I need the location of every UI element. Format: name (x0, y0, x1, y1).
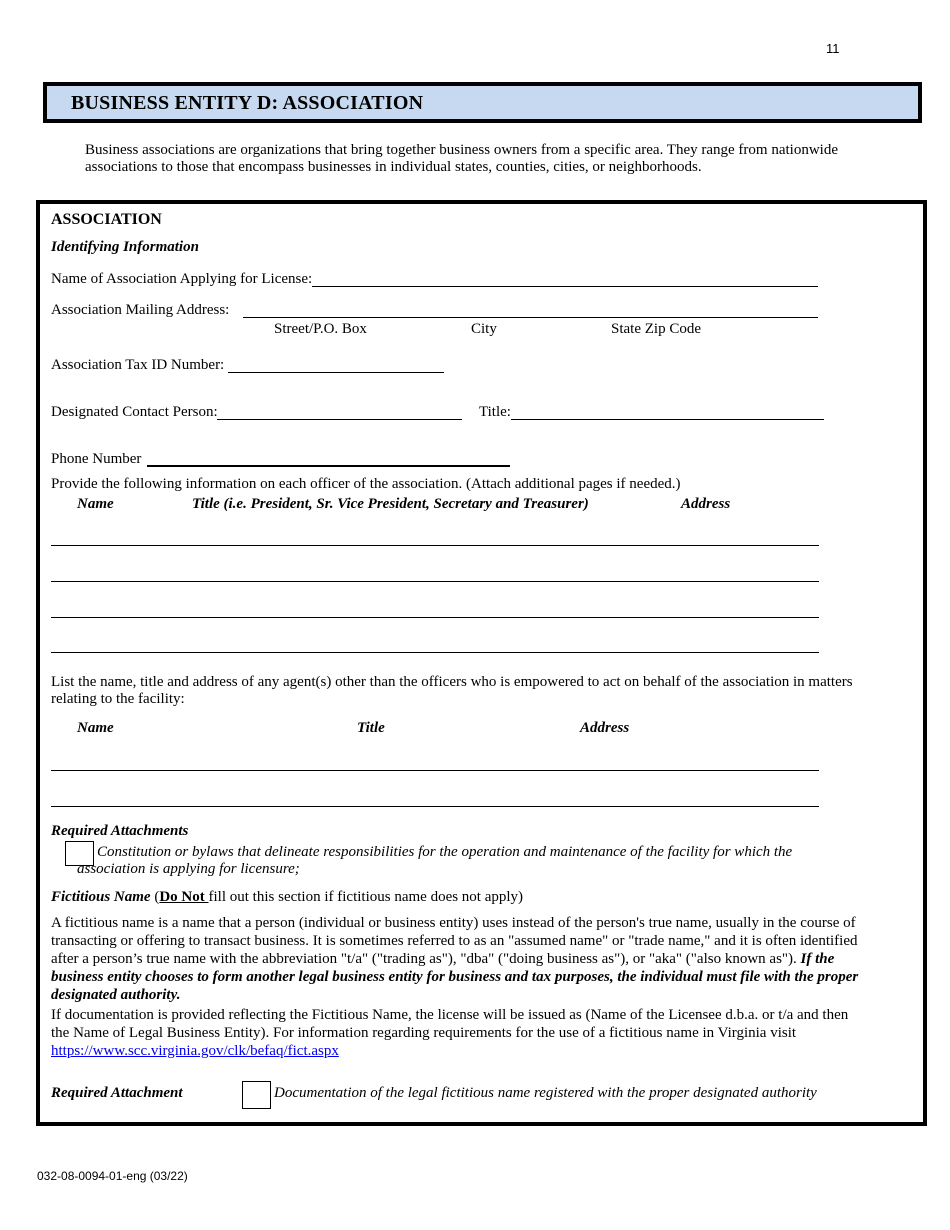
fictitious-paren: ( (150, 889, 160, 905)
contact-person-field[interactable] (217, 419, 462, 420)
mailing-address-label: Association Mailing Address: (51, 302, 230, 318)
intro-paragraph: Business associations are organizations that bring together business owners from a specific area. They range from nationwide associations to those that encompass businesses in individual states, counties, cities, or neighborhoods. (85, 142, 838, 175)
officers-col-name: Name (77, 496, 114, 512)
documentation-paragraph (51, 1006, 863, 1060)
section-title: ASSOCIATION (51, 211, 162, 228)
agents-instruction: List the name, title and address of any agent(s) other than the officers who is empowered to act on behalf of the association in matters relating to the facility: (51, 674, 853, 707)
section-header-bar (43, 82, 922, 123)
city-caption: City (471, 321, 497, 337)
fictitious-name-label: Fictitious Name (51, 889, 151, 905)
tax-id-field[interactable] (228, 372, 444, 373)
required-attachments-label: Required Attachments (51, 823, 189, 839)
contact-title-field[interactable] (511, 419, 824, 420)
officers-col-address: Address (681, 496, 731, 512)
required-attachment-label: Required Attachment (51, 1085, 183, 1101)
association-name-field[interactable] (312, 286, 818, 287)
contact-title-label: Title: (479, 404, 511, 420)
fictitious-paragraph-text: A fictitious name is a name that a person (individual or business entity) uses instead of the person's true name, usually in the course of transacting or offering to transact business. It is sometimes referred to as an "assumed name" or "trade name," and it is often identified after a person’s true name with the abbreviation "t/a" ("trading as"), "dba" ("doing business as"), or "aka" ("also known as"). (51, 915, 858, 967)
street-caption: Street/P.O. Box (274, 321, 367, 337)
page-title: BUSINESS ENTITY D: ASSOCIATION (71, 92, 424, 114)
page-number: 11 (826, 41, 840, 56)
do-not-text: Do Not (159, 889, 209, 905)
contact-person-label: Designated Contact Person: (51, 404, 218, 420)
officers-instruction: Provide the following information on each officer of the association. (Attach additional pages if needed.) (51, 476, 681, 492)
required-attachment-text: Documentation of the legal fictitious name registered with the proper designated authority (274, 1085, 817, 1101)
association-name-label: Name of Association Applying for License: (51, 271, 313, 287)
fictitious-paragraph (51, 914, 863, 1004)
fictitious-rest-text: fill out this section if fictitious name does not apply) (208, 889, 524, 905)
officer-row-4[interactable] (51, 652, 819, 653)
officers-col-title: Title (i.e. President, Sr. Vice President, Secretary and Treasurer) (192, 496, 589, 512)
fictitious-documentation-checkbox[interactable] (242, 1081, 271, 1109)
fictitious-name-link[interactable]: https://www.scc.virginia.gov/clk/befaq/fict.aspx (51, 1043, 339, 1059)
agent-row-2[interactable] (51, 806, 819, 807)
officer-row-1[interactable] (51, 545, 819, 546)
officer-row-3[interactable] (51, 617, 819, 618)
agents-col-address: Address (580, 720, 630, 736)
tax-id-label: Association Tax ID Number: (51, 357, 225, 373)
bylaws-attachment-text: Constitution or bylaws that delineate responsibilities for the operation and maintenance of the facility for which the association is applying for licensure; (77, 844, 793, 877)
agents-col-name: Name (77, 720, 114, 736)
section-subtitle: Identifying Information (51, 239, 199, 255)
phone-label: Phone Number (51, 451, 142, 467)
mailing-address-field[interactable] (243, 317, 818, 318)
fictitious-name-heading (51, 889, 523, 906)
agent-row-1[interactable] (51, 770, 819, 771)
documentation-text: If documentation is provided reflecting the Fictitious Name, the license will be issued as (Name of the Licensee d.b.a. or t/a and then the Name of Legal Business Entity). For information regarding requirements for the use of a fictitious name in Virginia visit (51, 1007, 849, 1041)
fictitious-paragraph-emphasis: If the business entity chooses to form another legal business entity for business and tax purposes, the individual must file with the proper designated authority. (51, 951, 859, 1003)
agents-col-title: Title (357, 720, 385, 736)
officer-row-2[interactable] (51, 581, 819, 582)
form-number: 032-08-0094-01-eng (03/22) (37, 1169, 188, 1183)
phone-field[interactable] (147, 465, 510, 467)
state-zip-caption: State Zip Code (611, 321, 701, 337)
